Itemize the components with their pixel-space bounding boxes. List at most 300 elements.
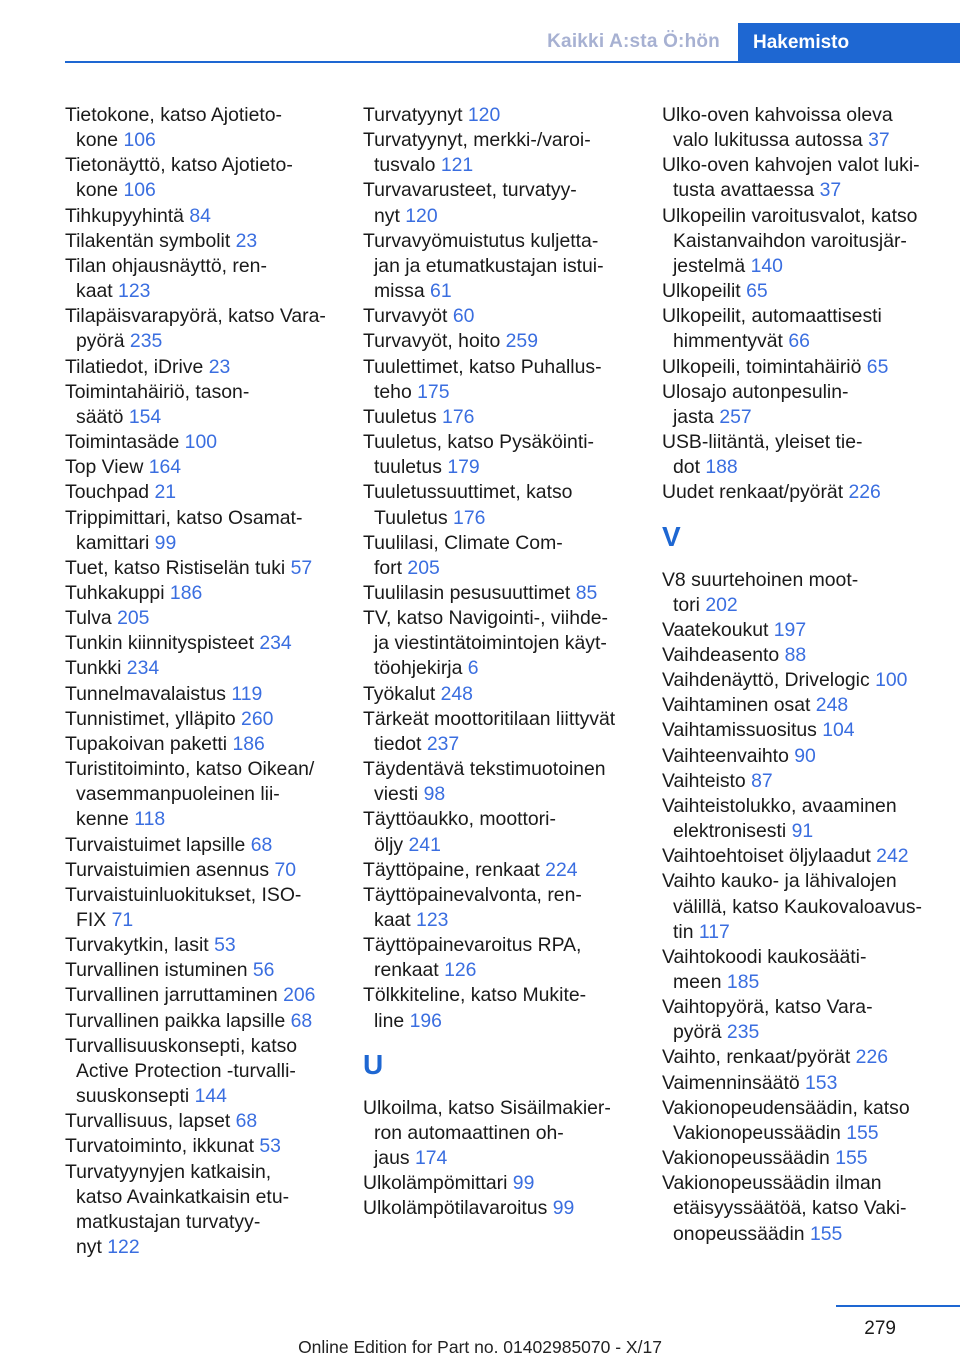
page-link[interactable]: 84 <box>189 204 211 227</box>
page-link[interactable]: 100 <box>184 431 218 454</box>
index-entry <box>363 883 648 933</box>
entry-text: nyt <box>76 1236 102 1259</box>
entry-text: Toimintahäiriö, tason- <box>65 380 250 403</box>
page-link[interactable]: 106 <box>123 179 156 202</box>
entry-text: Turvatyynyt, merkki-/varoi- <box>363 129 591 152</box>
entry-text: Active Protection -turvalli- <box>76 1059 296 1082</box>
entry-text: line <box>374 1009 405 1032</box>
entry-text: Täyttöaukko, moottori- <box>363 808 556 831</box>
entry-text: öljy <box>374 833 404 856</box>
page-link[interactable]: 66 <box>788 330 810 353</box>
page-link[interactable]: 53 <box>259 1135 281 1158</box>
entry-text: Täyttöpaine, renkaat <box>363 858 540 881</box>
entry-text: Täydentävä tekstimuotoinen <box>363 758 606 781</box>
index-entry <box>363 606 648 681</box>
index-entry <box>65 631 355 656</box>
index-entry <box>65 1009 355 1034</box>
entry-text: Tuuletussuuttimet, katso <box>363 481 573 504</box>
entry-text: V8 suurtehoinen moot- <box>662 568 859 591</box>
page-link[interactable]: 68 <box>250 833 273 856</box>
page-link[interactable]: 99 <box>154 531 177 554</box>
entry-text: Ulkopeili, toimintahäiriö <box>662 355 862 378</box>
entry-text: Täyttöpainevaroitus RPA, <box>363 934 582 957</box>
index-entry <box>65 153 355 203</box>
page-link[interactable]: 179 <box>447 456 480 479</box>
page-link[interactable]: 153 <box>805 1071 838 1094</box>
index-entry <box>65 430 355 455</box>
entry-text: tori <box>673 593 700 616</box>
index-entry <box>65 833 355 858</box>
entry-text: Turistitoiminto, katso Oikean/ <box>65 758 315 781</box>
entry-text: kaat <box>76 280 113 303</box>
entry-text: Vaihtamissuositus <box>662 719 817 742</box>
index-entry <box>65 707 355 732</box>
entry-text: kaat <box>374 909 411 931</box>
page-number: 279 <box>864 1318 896 1339</box>
index-entry <box>65 606 355 631</box>
index-entry <box>363 581 648 606</box>
index-entry <box>65 229 355 254</box>
entry-text: pyörä <box>76 330 125 353</box>
page-link[interactable]: 259 <box>505 330 538 353</box>
index-entry <box>662 945 952 995</box>
page-link[interactable]: 21 <box>154 481 177 504</box>
page-link[interactable]: 175 <box>417 380 450 403</box>
entry-text: himmentyvät <box>673 330 783 353</box>
page-link[interactable]: 260 <box>241 707 274 730</box>
entry-text: tuuletus <box>374 456 442 479</box>
entry-text: FIX <box>76 909 107 931</box>
entry-text: jestelmä <box>673 254 746 277</box>
entry-text: Vaihtopyörä, katso Vara- <box>662 996 873 1019</box>
entry-text: ja viestintätoimintojen käyt- <box>374 632 607 655</box>
index-entry <box>662 1171 952 1246</box>
page-link[interactable]: 235 <box>129 330 163 353</box>
page-link[interactable]: 121 <box>440 154 474 177</box>
entry-text: Tilatiedot, iDrive <box>65 355 204 378</box>
page-link[interactable]: 57 <box>290 556 313 579</box>
entry-text: Tilan ohjausnäyttö, ren- <box>65 254 267 277</box>
entry-text: valo lukitussa autossa <box>673 129 863 152</box>
entry-text: töohjekirja <box>374 657 463 680</box>
entry-text: kamittari <box>76 531 150 554</box>
index-entry <box>363 858 648 883</box>
entry-text: Ulkopeilin varoitusvalot, katso <box>662 204 918 227</box>
index-entry <box>65 480 355 505</box>
index-entry <box>65 506 355 556</box>
entry-text: Tunkki <box>65 657 122 680</box>
entry-text: Turvavyöt <box>363 305 448 328</box>
entry-text: Uudet renkaat/pyörät <box>662 481 844 504</box>
entry-text: Tihkupyyhintä <box>65 204 184 227</box>
page-link[interactable]: 126 <box>444 959 477 982</box>
entry-text: Vaihtaminen osat <box>662 694 811 717</box>
entry-text: kenne <box>76 808 129 831</box>
entry-text: Turvallisuus, lapset <box>65 1110 231 1133</box>
index-entry <box>662 1096 952 1146</box>
entry-text: fort <box>374 556 403 579</box>
entry-text: Turvavarusteet, turvatyy- <box>363 179 577 202</box>
index-column-1 <box>65 103 355 1260</box>
entry-text: Tuhkakuppi <box>65 581 165 604</box>
entry-text: nyt <box>374 204 400 227</box>
page-link[interactable]: 205 <box>407 556 440 579</box>
entry-text: Vaihdenäyttö, Drivelogic <box>662 669 870 692</box>
page-link[interactable]: 205 <box>117 607 150 630</box>
index-entry <box>662 355 952 380</box>
entry-text: Vakionopeudensäädin, katso <box>662 1096 910 1119</box>
entry-text: TV, katso Navigointi-, viihde- <box>363 607 609 630</box>
entry-text: elektronisesti <box>673 820 787 843</box>
index-entry <box>363 707 648 757</box>
index-entry <box>363 405 648 430</box>
index-entry <box>662 1146 952 1171</box>
page-link[interactable]: 235 <box>726 1021 760 1044</box>
entry-text: Turvaistuimien asennus <box>65 858 270 881</box>
page-link[interactable]: 56 <box>252 959 275 982</box>
page-link[interactable]: 176 <box>442 405 475 428</box>
index-entry <box>662 618 952 643</box>
entry-text: Trippimittari, katso Osamat- <box>65 506 303 529</box>
entry-text: Touchpad <box>65 481 150 504</box>
entry-text: Tupakoivan paketti <box>65 732 228 755</box>
entry-text: Turvakytkin, lasit <box>65 934 209 957</box>
index-entry <box>662 430 952 480</box>
page-link[interactable]: 186 <box>232 732 265 755</box>
entry-text: Tölkkiteline, katso Mukite- <box>363 984 587 1007</box>
index-entry <box>363 983 648 1033</box>
edition-footer: Online Edition for Part no. 01402985070 - X/17 <box>298 1337 662 1357</box>
page-link[interactable]: 155 <box>835 1147 868 1170</box>
index-entry <box>662 103 952 153</box>
entry-text: Turvallinen paikka lapsille <box>65 1009 286 1032</box>
index-entry <box>363 1096 648 1171</box>
page-link[interactable]: 242 <box>876 845 909 868</box>
page-link[interactable]: 155 <box>809 1222 843 1245</box>
entry-text: Tuulettimet, katso Puhallus- <box>363 355 602 378</box>
page-link[interactable]: 234 <box>126 657 160 680</box>
index-entry <box>363 304 648 329</box>
entry-text: tiedot <box>374 732 422 755</box>
index-entry <box>65 254 355 304</box>
index-entry <box>65 983 355 1008</box>
entry-text: Ulosajo autonpesulin- <box>662 380 849 403</box>
page-link[interactable]: 61 <box>430 280 452 303</box>
index-entry <box>363 329 648 354</box>
index-entry <box>65 355 355 380</box>
page-link[interactable]: 37 <box>819 179 842 202</box>
entry-text: Kaistanvaihdon varoitusjär- <box>673 229 907 252</box>
page-link[interactable]: 197 <box>773 618 807 641</box>
index-entry <box>662 744 952 769</box>
index-entry <box>65 656 355 681</box>
entry-text: kone <box>76 129 119 152</box>
page-link[interactable]: 53 <box>214 934 236 957</box>
page-link[interactable]: 85 <box>575 581 598 604</box>
index-entry <box>65 958 355 983</box>
index-entry <box>662 204 952 279</box>
index-entry <box>65 304 355 354</box>
entry-text: Ulkolämpömittari <box>363 1172 508 1195</box>
page-link[interactable]: 71 <box>111 909 134 931</box>
page-link[interactable]: 123 <box>416 909 449 931</box>
entry-text: Vaihteenvaihto <box>662 744 789 767</box>
index-entry <box>65 1034 355 1109</box>
page-link[interactable]: 106 <box>123 129 156 152</box>
entry-text: pyörä <box>673 1021 722 1044</box>
page-link[interactable]: 226 <box>855 1046 889 1069</box>
index-entry <box>662 480 952 505</box>
page-link[interactable]: 37 <box>868 129 890 152</box>
entry-text: jan ja etumatkustajan istui- <box>374 254 604 277</box>
index-entry <box>662 304 952 354</box>
entry-text: Tuulilasin pesusuuttimet <box>363 581 571 604</box>
index-entry <box>65 883 355 933</box>
entry-text: Tilakentän symbolit <box>65 229 231 252</box>
entry-text: tusta avattaessa <box>673 179 815 202</box>
entry-text: tusvalo <box>374 154 436 177</box>
index-entry <box>363 178 648 228</box>
tab-hakemisto[interactable]: Hakemisto <box>738 23 960 63</box>
entry-text: Turvaistuimet lapsille <box>65 833 246 856</box>
page-link[interactable]: 70 <box>274 858 297 881</box>
page-link[interactable]: 174 <box>414 1147 448 1170</box>
page-link[interactable]: 188 <box>705 456 738 479</box>
page-link[interactable]: 60 <box>452 305 475 328</box>
page-link[interactable]: 144 <box>194 1085 227 1108</box>
page-link[interactable]: 98 <box>423 783 446 806</box>
entry-text: onopeussäädin <box>673 1222 805 1245</box>
index-entry <box>65 732 355 757</box>
page-link[interactable]: 257 <box>719 405 752 428</box>
index-entry <box>662 668 952 693</box>
entry-text: renkaat <box>374 959 439 982</box>
entry-text: ron automaattinen oh- <box>374 1121 564 1144</box>
index-entry <box>363 128 648 178</box>
index-entry <box>65 757 355 832</box>
page-link[interactable]: 140 <box>750 254 783 277</box>
index-entry <box>65 103 355 153</box>
section-letter: U <box>363 1048 384 1080</box>
index-entry <box>363 430 648 480</box>
entry-text: Tunnelmavalaistus <box>65 682 226 705</box>
index-entry <box>363 103 648 128</box>
entry-text: Vaihteisto <box>662 769 746 792</box>
page-link[interactable]: 164 <box>148 456 182 479</box>
entry-text: Tilapäisvarapyörä, katso Vara- <box>65 305 326 328</box>
index-entry <box>662 643 952 668</box>
entry-text: jaus <box>374 1147 410 1170</box>
entry-text: Tunkin kiinnityspisteet <box>65 632 254 655</box>
index-entry <box>65 1134 355 1159</box>
entry-text: Turvallisuuskonsepti, katso <box>65 1034 298 1057</box>
page-link[interactable]: 196 <box>409 1009 442 1032</box>
header-divider <box>65 61 960 63</box>
entry-text: etäisyyssäätöä, katso Vaki- <box>673 1197 907 1220</box>
entry-text: Tuuletus <box>363 405 437 428</box>
index-entry <box>65 1109 355 1134</box>
page-link[interactable]: 155 <box>846 1121 879 1144</box>
page-link[interactable]: 117 <box>698 920 730 943</box>
entry-text: katso Avainkatkaisin etu- <box>76 1185 290 1208</box>
page-link[interactable]: 186 <box>169 581 203 604</box>
entry-text: Tietokone, katso Ajotieto- <box>65 104 283 126</box>
page-link[interactable]: 119 <box>231 682 263 705</box>
entry-text: Vakionopeussäädin ilman <box>662 1172 882 1195</box>
page-link[interactable]: 237 <box>426 732 460 755</box>
page-link[interactable]: 202 <box>705 593 738 616</box>
index-entry <box>363 229 648 304</box>
page-header <box>0 23 960 63</box>
page-link[interactable]: 123 <box>118 280 151 303</box>
entry-text: Turvavyöt, hoito <box>363 330 501 353</box>
page-link[interactable]: 120 <box>467 104 501 126</box>
entry-text: Top View <box>65 456 144 479</box>
index-entry <box>662 279 952 304</box>
footer-divider <box>836 1305 960 1307</box>
index-entry <box>662 844 952 869</box>
entry-text: Vaatekoukut <box>662 618 769 641</box>
entry-text: Turvavyömuistutus kuljetta- <box>363 229 599 252</box>
page-link[interactable]: 90 <box>794 744 816 767</box>
entry-text: Turvallinen jarruttaminen <box>65 984 278 1007</box>
entry-text: välillä, katso Kaukovaloavus- <box>673 895 922 918</box>
page-link[interactable]: 185 <box>726 971 760 993</box>
index-entry <box>65 933 355 958</box>
entry-text: Turvatyynyt <box>363 104 463 126</box>
page-link[interactable]: 224 <box>545 858 578 881</box>
entry-text: Tärkeät moottoritilaan liittyvät <box>363 707 616 730</box>
page-link[interactable]: 65 <box>746 280 768 303</box>
section-letter: V <box>662 520 681 552</box>
page-link[interactable]: 99 <box>512 1172 535 1195</box>
entry-text: dot <box>673 456 700 479</box>
entry-text: matkustajan turvatyy- <box>76 1210 261 1233</box>
entry-text: Tuet, katso Ristiselän tuki <box>65 556 286 579</box>
entry-text: Ulkopeilit <box>662 280 741 303</box>
entry-text: Tuuletus, katso Pysäköinti- <box>363 431 594 454</box>
page-link[interactable]: 241 <box>408 833 441 856</box>
index-entry <box>662 1071 952 1096</box>
index-entry <box>65 556 355 581</box>
entry-text: Ulkopeilit, automaattisesti <box>662 305 882 328</box>
entry-text: säätö <box>76 405 124 428</box>
index-entry <box>662 380 952 430</box>
index-column-3 <box>662 103 952 1247</box>
index-entry <box>363 531 648 581</box>
entry-text: Turvaistuinluokitukset, ISO- <box>65 883 302 906</box>
page-link[interactable]: 65 <box>866 355 889 378</box>
page-link[interactable]: 120 <box>405 204 438 227</box>
entry-text: Tulva <box>65 607 112 630</box>
entry-text: Turvatyynyjen katkaisin, <box>65 1160 272 1183</box>
page-link[interactable]: 118 <box>134 808 166 831</box>
entry-text: meen <box>673 971 722 993</box>
index-entry <box>363 1171 648 1196</box>
page-link[interactable]: 23 <box>235 229 258 252</box>
page-link[interactable]: 248 <box>440 682 473 705</box>
entry-text: Työkalut <box>363 682 436 705</box>
entry-text: Vakionopeussäädin <box>662 1147 830 1170</box>
entry-text: Ulkoilma, katso Sisäilmakier- <box>363 1096 611 1119</box>
entry-text: Vakionopeussäädin <box>673 1121 841 1144</box>
index-entry <box>65 581 355 606</box>
page-link[interactable]: 68 <box>235 1110 258 1133</box>
index-entry <box>363 933 648 983</box>
entry-text: Turvallinen istuminen <box>65 959 248 982</box>
entry-text: USB-liitäntä, yleiset tie- <box>662 431 863 454</box>
entry-text: tin <box>673 920 694 943</box>
page-link[interactable]: 99 <box>552 1197 575 1220</box>
page-link[interactable]: 122 <box>107 1236 140 1259</box>
entry-text: Ulkolämpötilavaroitus <box>363 1197 548 1220</box>
page-link[interactable]: 6 <box>467 657 479 680</box>
page-link[interactable]: 154 <box>128 405 162 428</box>
entry-text: Vaihtoehtoiset öljylaadut <box>662 845 871 868</box>
index-entry <box>363 682 648 707</box>
page-link[interactable]: 234 <box>259 632 292 655</box>
index-entry <box>662 153 952 203</box>
entry-text: missa <box>374 280 425 303</box>
page-link[interactable]: 176 <box>453 506 486 529</box>
entry-text: Vaihteistolukko, avaaminen <box>662 794 897 817</box>
entry-text: Tuuletus <box>374 506 448 529</box>
index-entry <box>65 682 355 707</box>
entry-text: Tunnistimet, ylläpito <box>65 707 236 730</box>
entry-text: Vaimenninsäätö <box>662 1071 800 1094</box>
entry-text: Vaihtokoodi kaukosääti- <box>662 945 867 968</box>
entry-text: Ulko-oven kahvojen valot luki- <box>662 154 920 177</box>
index-column-2 <box>363 103 648 1222</box>
entry-text: kone <box>76 179 119 202</box>
page-link[interactable]: 88 <box>784 643 807 666</box>
entry-text: Vaihto kauko- ja lähivalojen <box>662 870 897 893</box>
index-entry <box>363 757 648 807</box>
section-label[interactable]: Kaikki A:sta Ö:hön <box>547 31 720 52</box>
entry-text: teho <box>374 380 412 403</box>
page-link[interactable]: 68 <box>290 1009 313 1032</box>
index-entry <box>65 380 355 430</box>
entry-text: suuskonsepti <box>76 1085 190 1108</box>
page-link[interactable]: 100 <box>875 669 908 692</box>
index-entry <box>662 693 952 718</box>
page-link[interactable]: 104 <box>822 719 855 742</box>
index-entry <box>662 869 952 944</box>
page-link[interactable]: 248 <box>815 694 849 717</box>
page-link[interactable]: 87 <box>751 769 773 792</box>
index-entry <box>662 568 952 618</box>
index-entry <box>662 995 952 1045</box>
entry-text: Tuulilasi, Climate Com- <box>363 531 563 554</box>
entry-text: Ulko-oven kahvoissa oleva <box>662 104 893 126</box>
index-entry <box>65 455 355 480</box>
page-link[interactable]: 226 <box>848 481 881 504</box>
index-entry <box>662 769 952 794</box>
index-entry <box>363 1196 648 1221</box>
index-entry <box>363 480 648 530</box>
index-entry <box>65 1160 355 1261</box>
entry-text: Turvatoiminto, ikkunat <box>65 1135 254 1158</box>
index-entry <box>662 794 952 844</box>
page-link[interactable]: 23 <box>208 355 231 378</box>
page-link[interactable]: 91 <box>791 820 814 843</box>
entry-text: Vaihto, renkaat/pyörät <box>662 1046 851 1069</box>
index-entry <box>65 858 355 883</box>
page-link[interactable]: 206 <box>283 984 316 1007</box>
index-entry <box>363 355 648 405</box>
index-entry <box>662 1045 952 1070</box>
entry-text: Tietonäyttö, katso Ajotieto- <box>65 154 293 177</box>
